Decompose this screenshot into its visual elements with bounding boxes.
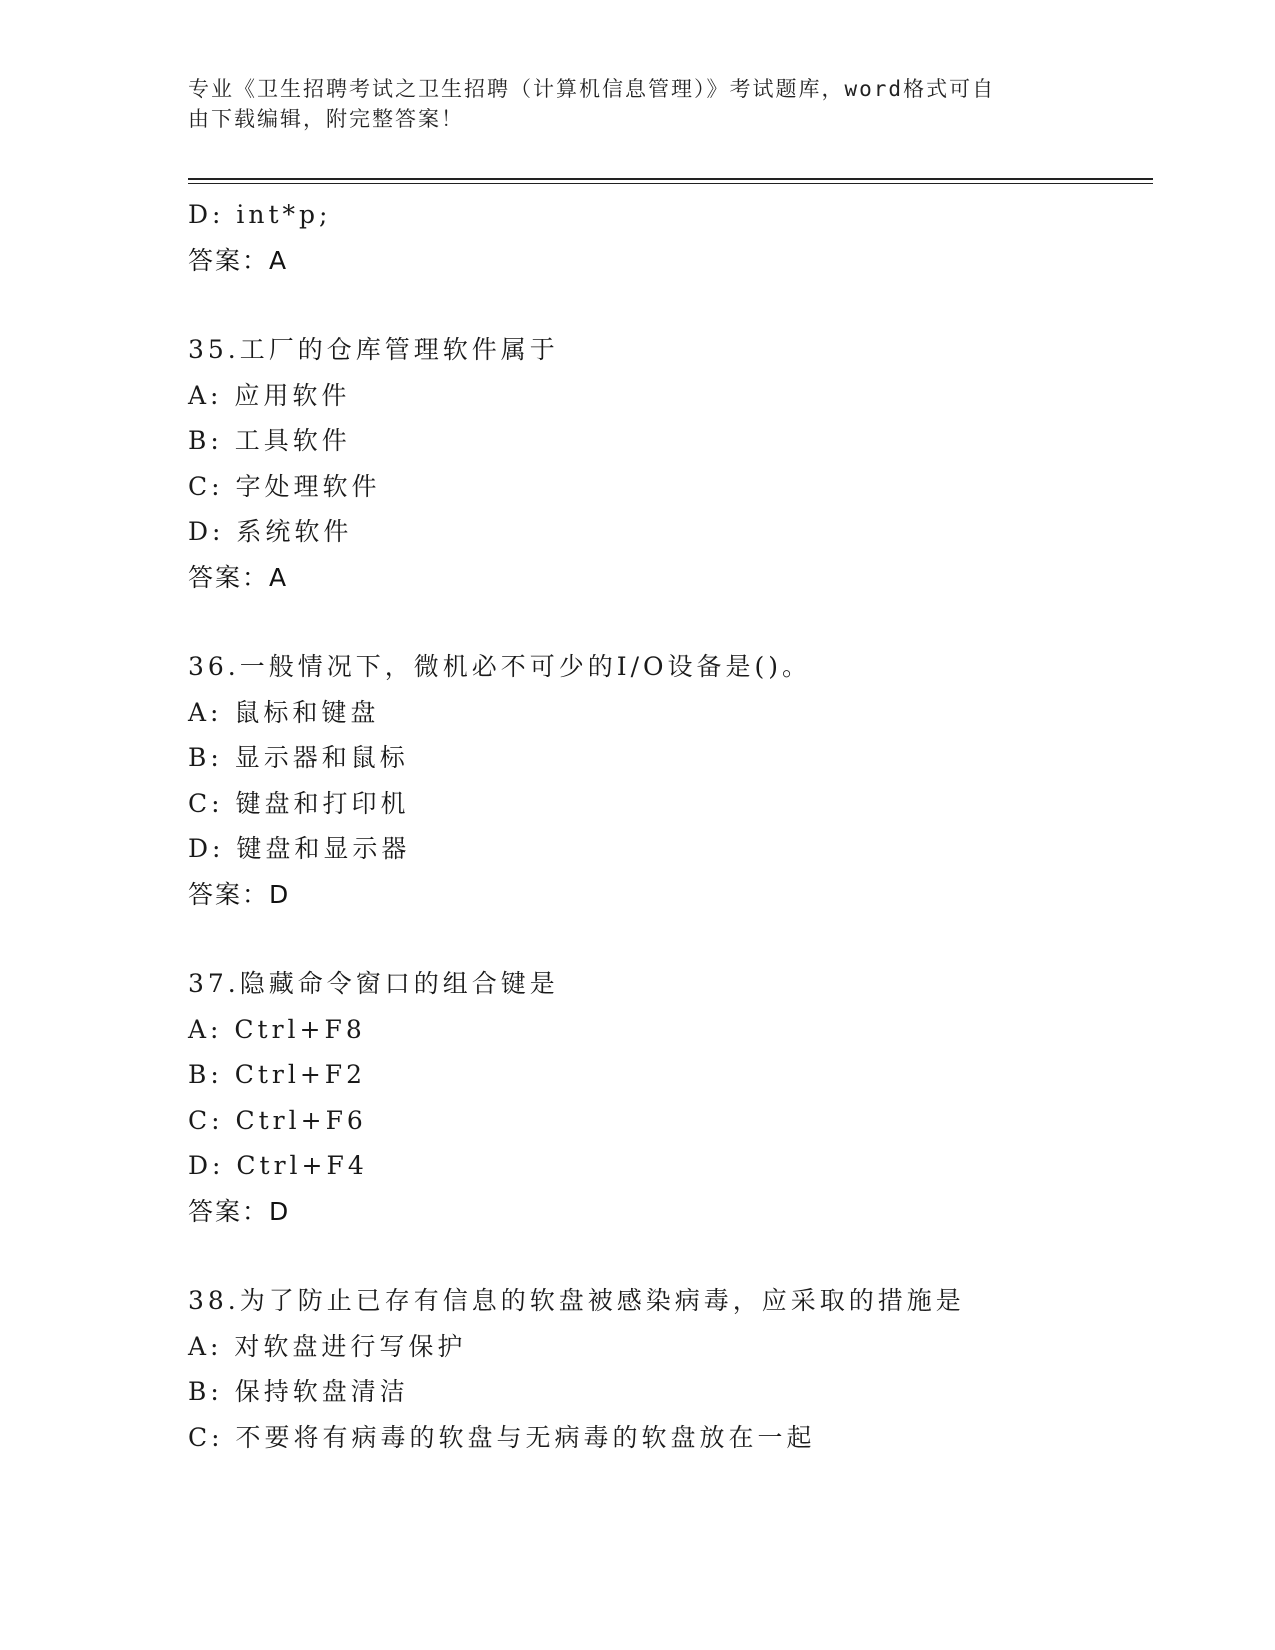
option-a: A: Ctrl+F8 <box>188 1014 366 1044</box>
option-c: C: Ctrl+F6 <box>188 1105 367 1135</box>
question-block <box>188 327 1153 600</box>
header-line-1: 专业《卫生招聘考试之卫生招聘（计算机信息管理）》考试题库，word格式可自 <box>188 77 996 101</box>
option-c: C: 字处理软件 <box>188 471 381 501</box>
option-d: D: int*p; <box>188 200 332 229</box>
option-b: B: 保持软盘清洁 <box>188 1377 409 1406</box>
question-stem: 35.工厂的仓库管理软件属于 <box>188 335 559 364</box>
question-stem: 36.一般情况下，微机必不可少的I/O设备是()。 <box>188 652 812 681</box>
option-b: B: 工具软件 <box>188 426 351 455</box>
page-header <box>188 74 1088 134</box>
option-b: B: 显示器和鼠标 <box>188 743 409 772</box>
header-line-2: 由下载编辑，附完整答案！ <box>188 107 464 131</box>
answer-line: 答案：A <box>188 562 289 592</box>
answer-line: 答案：A <box>188 245 289 275</box>
option-b: B: Ctrl+F2 <box>188 1060 367 1089</box>
question-block <box>188 961 1153 1234</box>
option-a: A: 应用软件 <box>188 380 351 410</box>
document-body <box>188 192 1153 1460</box>
answer-line: 答案：D <box>188 879 291 909</box>
question-block <box>188 1278 1153 1460</box>
spacer <box>188 283 1153 327</box>
option-d: D: 键盘和显示器 <box>188 834 411 863</box>
spacer <box>188 917 1153 961</box>
spacer <box>188 600 1153 644</box>
header-divider <box>188 178 1153 180</box>
option-d: D: Ctrl+F4 <box>188 1151 368 1180</box>
question-stem: 38.为了防止已存有信息的软盘被感染病毒，应采取的措施是 <box>188 1286 965 1315</box>
header-divider-thin <box>188 183 1153 184</box>
option-a: A: 对软盘进行写保护 <box>188 1331 467 1361</box>
answer-line: 答案：D <box>188 1196 291 1226</box>
option-d: D: 系统软件 <box>188 517 353 546</box>
option-a: A: 鼠标和键盘 <box>188 697 380 727</box>
spacer <box>188 1234 1153 1278</box>
question-block <box>188 644 1153 917</box>
option-c: C: 不要将有病毒的软盘与无病毒的软盘放在一起 <box>188 1422 816 1452</box>
question-stem: 37.隐藏命令窗口的组合键是 <box>188 969 559 998</box>
option-c: C: 键盘和打印机 <box>188 788 410 818</box>
